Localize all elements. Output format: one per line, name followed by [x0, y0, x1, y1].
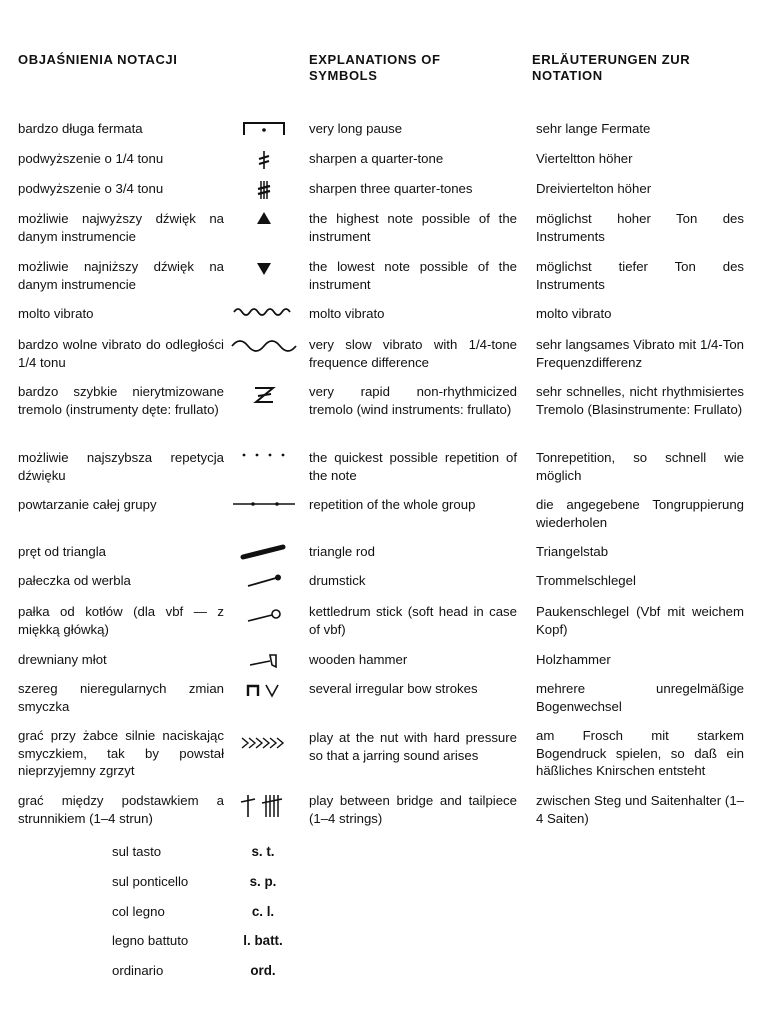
german-text: die angegebene Tongruppierung wiederholen	[536, 497, 744, 530]
polish-text: pałeczka od werbla	[18, 573, 131, 588]
polish-text: podwyższenie o 3/4 tonu	[18, 181, 164, 196]
polish-text: molto vibrato	[18, 306, 94, 321]
english-text: kettledrum stick (soft head in case of vbf)	[309, 604, 517, 637]
english-text: play between bridge and tailpiece (1–4 strings)	[309, 793, 517, 826]
polish-text: bardzo wolne vibrato do odległości 1/4 tonu	[18, 337, 224, 370]
polish-text: możliwie najwyższy dźwięk na danym instrumencie	[18, 211, 224, 244]
english-text: sharpen a quarter-tone	[309, 151, 444, 166]
english-text: very slow vibrato with 1/4-tone frequence difference	[309, 337, 517, 370]
bow-strokes-icon	[226, 680, 302, 702]
german-text: Tonrepetition, so schnell wie möglich	[536, 450, 744, 483]
polish-text: szereg nieregularnych zmian smyczka	[18, 681, 224, 714]
molto-vibrato-wave-icon	[226, 305, 302, 327]
english-text: several irregular bow strokes	[309, 681, 478, 696]
list-item	[0, 933, 768, 953]
triangle-up-icon	[226, 210, 302, 232]
polish-text: grać przy żabce silnie naciskając smyczkiem, tak by powstał nieprzyjemny zgrzyt	[18, 728, 224, 778]
german-text: Vierteltton höher	[536, 151, 633, 166]
german-text: molto vibrato	[536, 306, 612, 321]
header-polish: OBJAŚNIENIA NOTACJI	[18, 52, 178, 67]
list-item	[0, 844, 768, 864]
polish-text: możliwie najszybsza repetycja dźwięku	[18, 450, 224, 483]
english-text: very long pause	[309, 121, 403, 136]
z-tremolo-icon	[226, 383, 302, 405]
german-text: möglichst hoher Ton des Instruments	[536, 211, 744, 244]
bridge-tailpiece-icon	[226, 792, 302, 814]
abbreviation-symbol: c. l.	[251, 904, 275, 919]
quarter-sharp-icon	[226, 150, 302, 172]
german-text: Paukenschlegel (Vbf mit weichem Kopf)	[536, 604, 744, 637]
polish-text: powtarzanie całej grupy	[18, 497, 157, 512]
jarring-chevrons-icon	[226, 736, 302, 758]
english-text: wooden hammer	[309, 652, 408, 667]
polish-text: pałka od kotłów (dla vbf — z miękką główką)	[18, 604, 224, 637]
slow-vibrato-wave-icon	[226, 336, 302, 358]
kettledrum-stick-icon	[226, 603, 302, 625]
german-text: mehrere unregelmäßige Bogenwechsel	[536, 681, 744, 714]
list-item	[0, 874, 768, 894]
header-german: ERLÄUTERUNGEN ZUR NOTATION	[532, 52, 691, 83]
german-text: Triangelstab	[536, 544, 609, 559]
abbreviation-name: sul tasto	[112, 844, 162, 859]
english-text: very rapid non-rhythmicized tremolo (wind instruments: frullato)	[309, 384, 517, 417]
abbreviation-name: col legno	[112, 904, 165, 919]
english-text: the lowest note possible of the instrument	[309, 259, 517, 292]
abbreviation-symbol: ord.	[250, 963, 276, 978]
english-text: triangle rod	[309, 544, 375, 559]
polish-text: pręt od triangla	[18, 544, 106, 559]
polish-text: grać między podstawkiem a strunnikiem (1–4 strun)	[18, 793, 224, 826]
english-text: molto vibrato	[309, 306, 385, 321]
three-quarter-sharp-icon	[226, 180, 302, 202]
polish-text: podwyższenie o 1/4 tonu	[18, 151, 164, 166]
polish-text: bardzo szybkie nierytmizowane tremolo (instrumenty dęte: frullato)	[18, 384, 224, 417]
german-text: Holzhammer	[536, 652, 611, 667]
german-text: sehr lange Fermate	[536, 121, 651, 136]
abbreviation-symbol: l. batt.	[243, 933, 283, 948]
german-text: sehr langsames Vibrato mit 1/4-Ton Frequenzdifferenz	[536, 337, 744, 370]
header-english: EXPLANATIONS OF SYMBOLS	[309, 52, 441, 83]
list-item	[0, 904, 768, 924]
german-text: Trommelschlegel	[536, 573, 636, 588]
drumstick-icon	[226, 572, 302, 594]
list-item	[0, 963, 768, 983]
triangle-rod-icon	[226, 543, 302, 565]
long-fermata-icon	[226, 120, 302, 142]
german-text: Dreiviertelton höher	[536, 181, 652, 196]
polish-text: bardzo długa fermata	[18, 121, 143, 136]
english-text: sharpen three quarter-tones	[309, 181, 473, 196]
group-repetition-line-icon	[226, 496, 302, 518]
german-text: zwischen Steg und Saitenhalter (1–4 Saiten)	[536, 793, 744, 826]
german-text: sehr schnelles, nicht rhythmisiertes Tremolo (Blasinstrumente: Frullato)	[536, 384, 744, 417]
german-text: am Frosch mit starkem Bogendruck spielen, so daß ein häßliches Knirschen entsteht	[536, 728, 744, 778]
abbreviation-symbol: s. t.	[251, 844, 275, 859]
abbreviation-name: legno battuto	[112, 933, 189, 948]
abbreviation-name: sul ponticello	[112, 874, 189, 889]
english-text: the quickest possible repetition of the note	[309, 450, 517, 483]
english-text: drumstick	[309, 573, 366, 588]
english-text: the highest note possible of the instrument	[309, 211, 517, 244]
wooden-hammer-icon	[226, 651, 302, 673]
english-text: play at the nut with hard pressure so that a jarring sound arises	[309, 730, 517, 763]
abbreviation-symbol: s. p.	[249, 874, 277, 889]
english-text: repetition of the whole group	[309, 497, 476, 512]
polish-text: możliwie najniższy dźwięk na danym instrumencie	[18, 259, 224, 292]
polish-text: drewniany młot	[18, 652, 107, 667]
dots-repetition-icon	[226, 449, 302, 471]
abbreviation-name: ordinario	[112, 963, 164, 978]
german-text: möglichst tiefer Ton des Instruments	[536, 259, 744, 292]
triangle-down-icon	[226, 258, 302, 280]
